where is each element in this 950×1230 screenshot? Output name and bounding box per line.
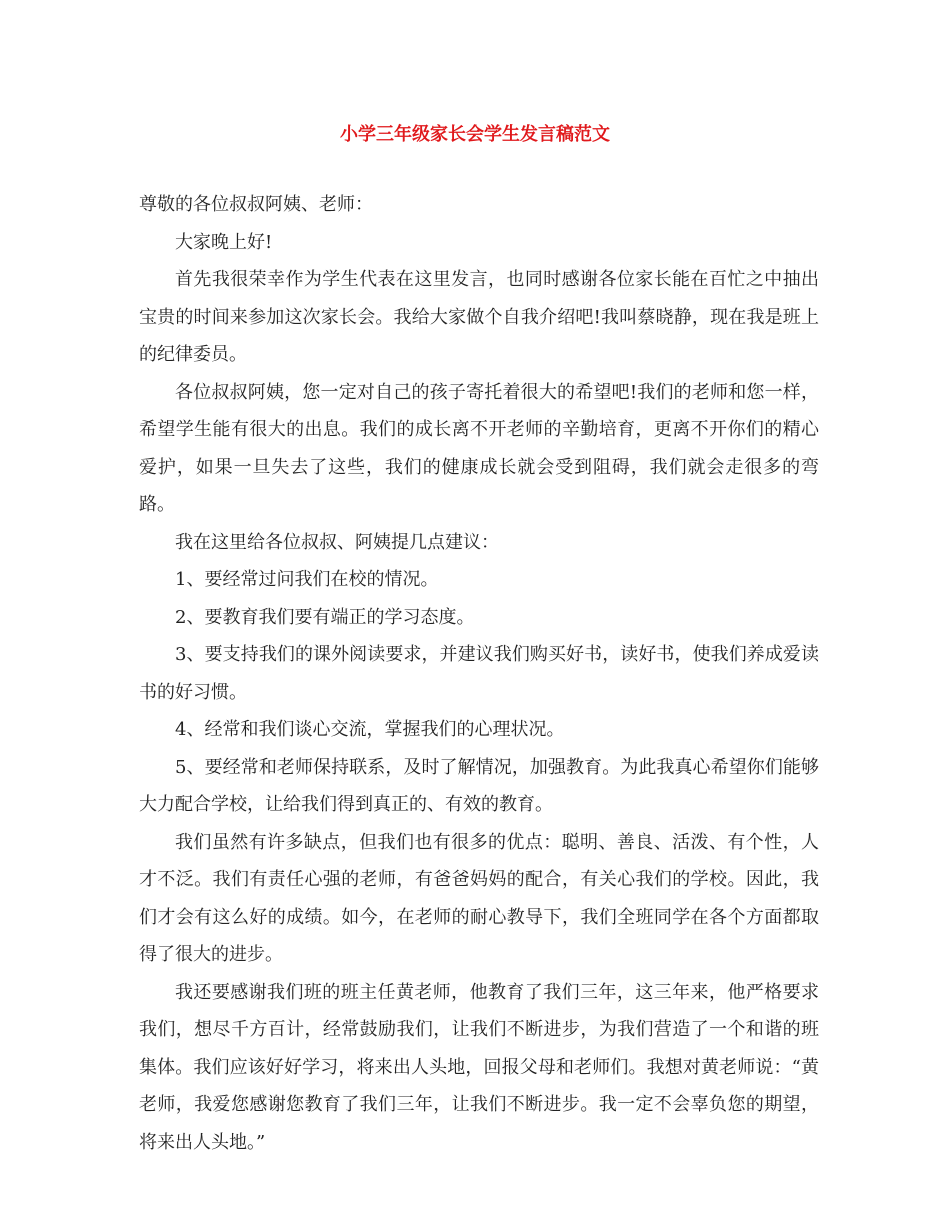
suggestion-item-4: 4、经常和我们谈心交流，掌握我们的心理状况。 bbox=[175, 719, 565, 740]
suggestion-item-3: 3、要支持我们的课外阅读要求，并建议我们购买好书，读好书，使我们养成爱读书的好习惯。 bbox=[139, 644, 819, 703]
document-body bbox=[139, 186, 819, 1161]
introduction-paragraph: 首先我很荣幸作为学生代表在这里发言，也同时感谢各位家长能在百忙之中抽出宝贵的时间来参加这次家长会。我给大家做个自我介绍吧!我叫蔡晓静，现在我是班上的纪律委员。 bbox=[139, 269, 819, 365]
thanks-paragraph: 我还要感谢我们班的班主任黄老师，他教育了我们三年，这三年来，他严格要求我们，想尽千方百计，经常鼓励我们，让我们不断进步，为我们营造了一个和谐的班集体。我们应该好好学习，将来出人头地，回报父母和老师们。我想对黄老师说：“黄老师，我爱您感谢您教育了我们三年，让我们不断进步。我一定不会辜负您的期望，将来出人头地。” bbox=[139, 981, 819, 1153]
suggestions-intro-paragraph: 我在这里给各位叔叔、阿姨提几点建议： bbox=[175, 531, 499, 553]
suggestion-item-5: 5、要经常和老师保持联系，及时了解情况，加强教育。为此我真心希望你们能够大力配合学校，让给我们得到真正的、有效的教育。 bbox=[139, 756, 819, 815]
suggestion-item-2: 2、要教育我们要有端正的学习态度。 bbox=[175, 606, 475, 628]
document-title: 小学三年级家长会学生发言稿范文 bbox=[340, 124, 610, 145]
suggestion-item-1: 1、要经常过问我们在校的情况。 bbox=[175, 569, 439, 590]
hope-paragraph: 各位叔叔阿姨，您一定对自己的孩子寄托着很大的希望吧!我们的老师和您一样，希望学生能有很大的出息。我们的成长离不开老师的辛勤培育，更离不开你们的精心爱护，如果一旦失去了这些，我们的健康成长就会受到阻碍，我们就会走很多的弯路。 bbox=[139, 381, 819, 515]
greeting-paragraph: 大家晚上好! bbox=[175, 231, 273, 253]
strengths-paragraph: 我们虽然有许多缺点，但我们也有很多的优点：聪明、善良、活泼、有个性，人才不泛。我们有责任心强的老师，有爸爸妈妈的配合，有关心我们的学校。因此，我们才会有这么好的成绩。如今，在老师的耐心教导下，我们全班同学在各个方面都取得了很大的进步。 bbox=[139, 831, 819, 965]
salutation: 尊敬的各位叔叔阿姨、老师： bbox=[139, 194, 373, 215]
